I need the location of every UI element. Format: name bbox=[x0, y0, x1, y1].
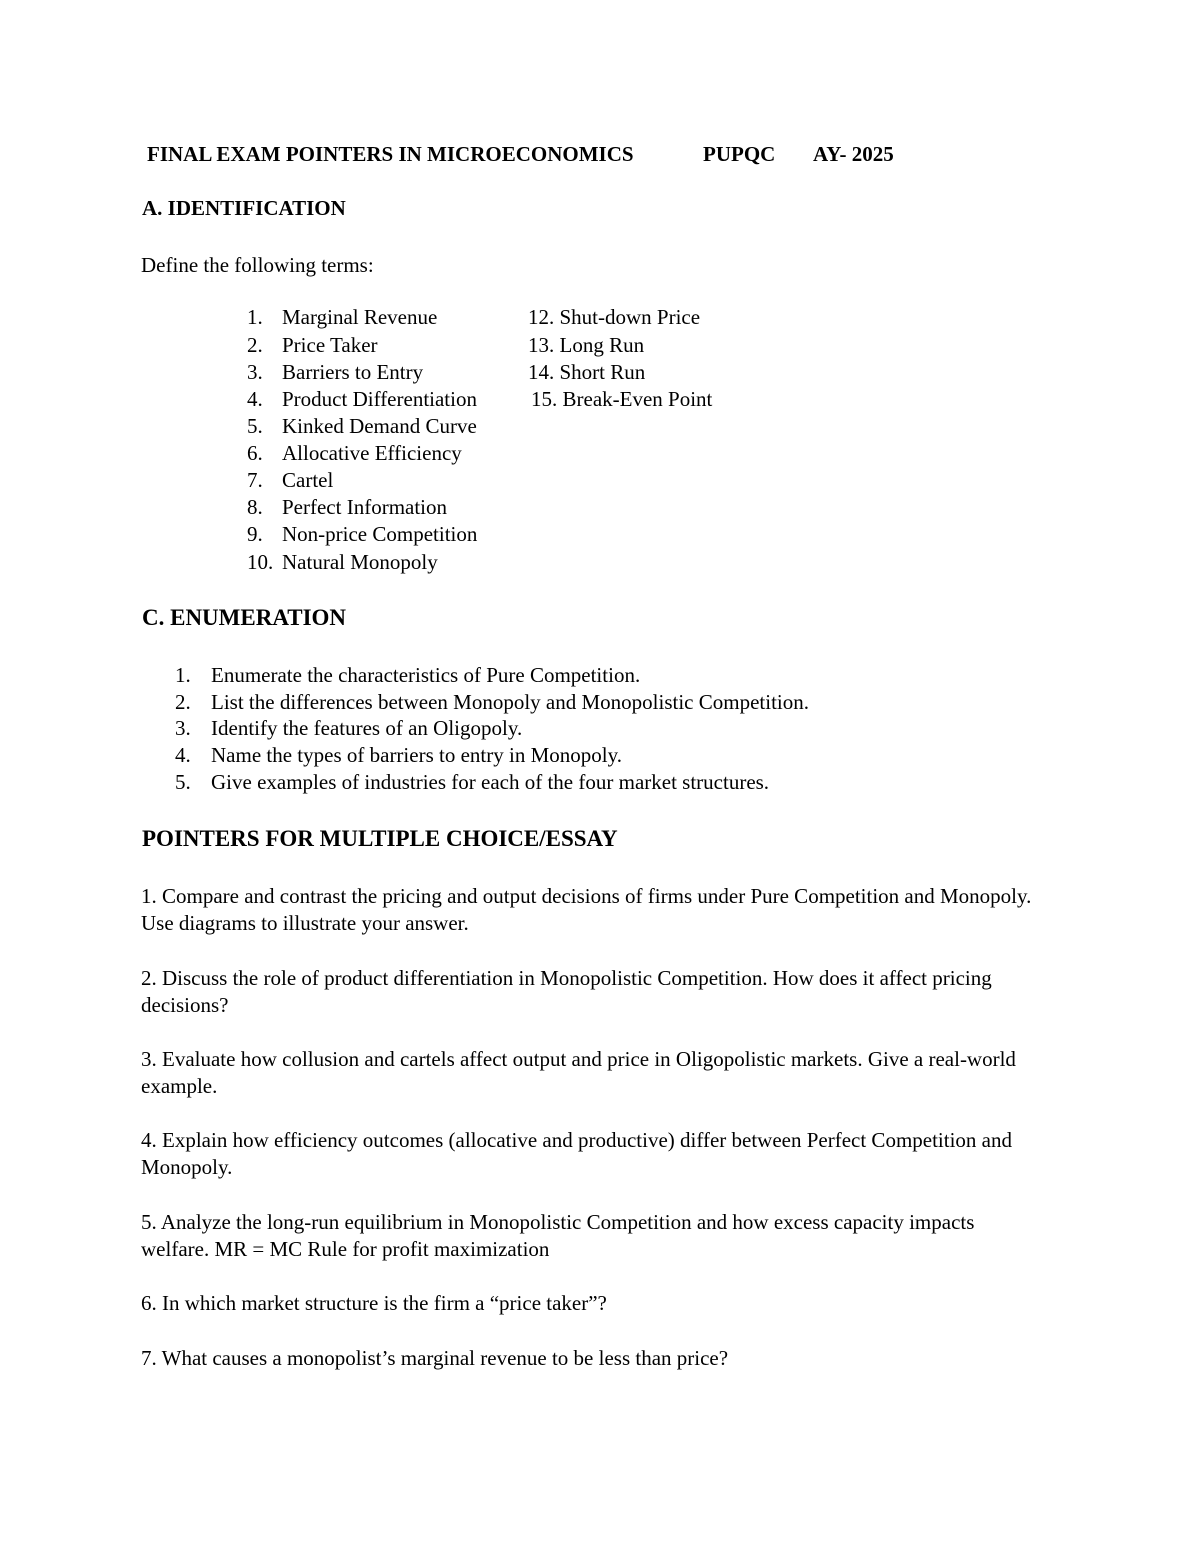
enumeration-number: 2. bbox=[175, 690, 191, 714]
term-number: 2. bbox=[247, 333, 263, 357]
enumeration-number: 5. bbox=[175, 770, 191, 794]
term-number: 8. bbox=[247, 495, 263, 519]
enumeration-number: 4. bbox=[175, 743, 191, 767]
term-item: 14. Short Run bbox=[528, 360, 646, 384]
term-number: 9. bbox=[247, 522, 263, 546]
identification-heading: A. IDENTIFICATION bbox=[142, 196, 346, 220]
term-number: 1. bbox=[247, 305, 263, 329]
essay-item: 6. In which market structure is the firm a “price taker”? bbox=[141, 1291, 607, 1315]
term-item: 12. Shut-down Price bbox=[528, 305, 701, 329]
term-label: Price Taker bbox=[282, 333, 378, 357]
term-label: Product Differentiation bbox=[282, 387, 477, 411]
term-number: 5. bbox=[247, 414, 263, 438]
enumeration-text: List the differences between Monopoly and Monopolistic Competition. bbox=[211, 690, 810, 714]
essay-item: 7. What causes a monopolist’s marginal revenue to be less than price? bbox=[141, 1346, 729, 1370]
term-label: Kinked Demand Curve bbox=[282, 414, 477, 438]
enumeration-text: Identify the features of an Oligopoly. bbox=[211, 716, 523, 740]
essay-heading: POINTERS FOR MULTIPLE CHOICE/ESSAY bbox=[142, 826, 618, 851]
document-title: FINAL EXAM POINTERS IN MICROECONOMICS bbox=[147, 142, 634, 166]
term-label: Barriers to Entry bbox=[282, 360, 424, 384]
essay-item: 1. Compare and contrast the pricing and output decisions of firms under Pure Competition and Monopoly. Use diagrams to illustrate your answer. bbox=[141, 884, 1032, 935]
term-label: Allocative Efficiency bbox=[282, 441, 462, 465]
term-number: 10. bbox=[247, 550, 274, 574]
term-number: 6. bbox=[247, 441, 263, 465]
enumeration-text: Enumerate the characteristics of Pure Competition. bbox=[211, 663, 641, 687]
enumeration-number: 3. bbox=[175, 716, 191, 740]
term-label: Non-price Competition bbox=[282, 522, 478, 546]
term-label: Natural Monopoly bbox=[282, 550, 438, 574]
essay-item: 5. Analyze the long-run equilibrium in Monopolistic Competition and how excess capacity impacts welfare. MR = MC Rule for profit maximization bbox=[141, 1210, 975, 1261]
enumeration-heading: C. ENUMERATION bbox=[142, 605, 347, 630]
enumeration-number: 1. bbox=[175, 663, 191, 687]
identification-instruction: Define the following terms: bbox=[141, 253, 374, 277]
term-item: 13. Long Run bbox=[528, 333, 645, 357]
essay-item: 3. Evaluate how collusion and cartels affect output and price in Oligopolistic markets. Give a real-world example. bbox=[141, 1047, 1016, 1098]
essay-item: 2. Discuss the role of product differentiation in Monopolistic Competition. How does it affect pricing decisions? bbox=[141, 966, 992, 1017]
academic-year: AY- 2025 bbox=[813, 142, 894, 166]
enumeration-text: Name the types of barriers to entry in Monopoly. bbox=[211, 743, 622, 767]
term-item: 15. Break-Even Point bbox=[531, 387, 713, 411]
term-label: Marginal Revenue bbox=[282, 305, 438, 329]
term-number: 3. bbox=[247, 360, 263, 384]
term-label: Cartel bbox=[282, 468, 334, 492]
term-number: 4. bbox=[247, 387, 263, 411]
school-name: PUPQC bbox=[703, 142, 776, 166]
term-label: Perfect Information bbox=[282, 495, 448, 519]
term-number: 7. bbox=[247, 468, 263, 492]
document-title-line bbox=[147, 142, 894, 167]
essay-item: 4. Explain how efficiency outcomes (allocative and productive) differ between Perfect Competition and Monopoly. bbox=[141, 1128, 1013, 1179]
enumeration-text: Give examples of industries for each of the four market structures. bbox=[211, 770, 770, 794]
